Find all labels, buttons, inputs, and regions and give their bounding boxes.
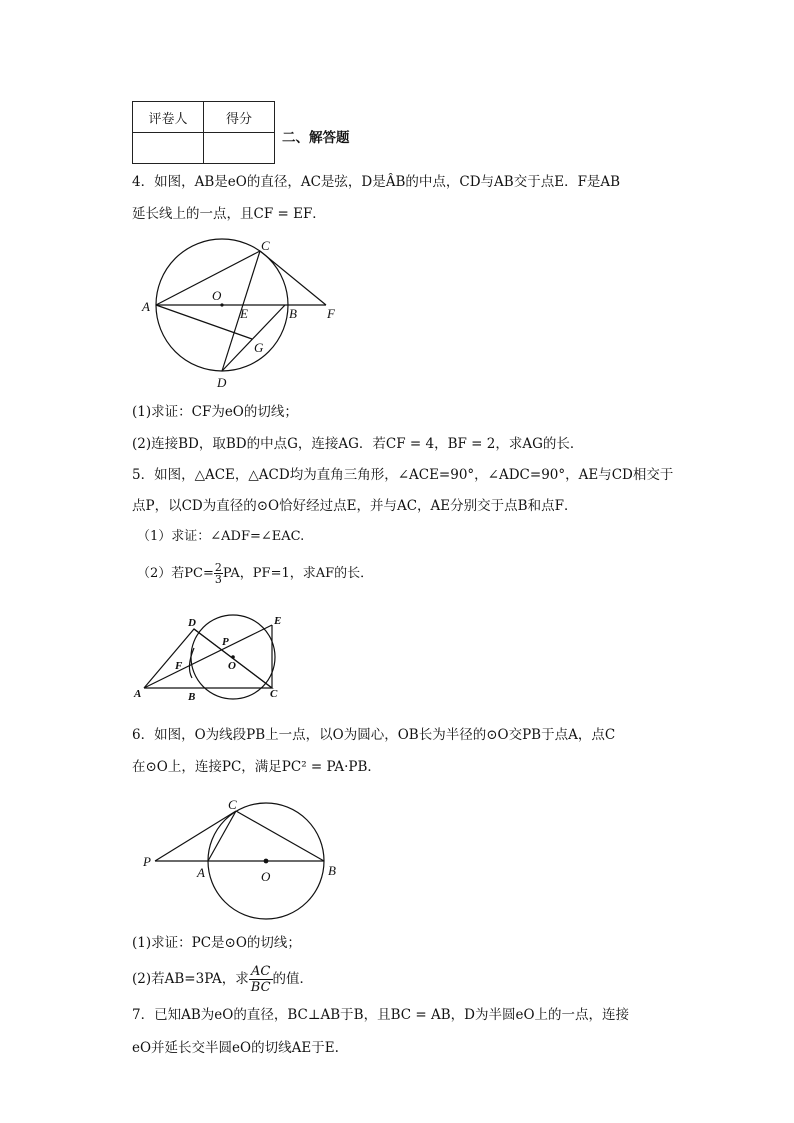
q5-line1: 5．如图，△ACE，△ACD均为直角三角形，∠ACE=90°，∠ADC=90°，AE与CD相交于 — [132, 467, 674, 483]
q6-line2: 在⊙O上，连接PC，满足PC² = PA·PB． — [132, 759, 381, 775]
q5-part2: （2）若PC= $\frac{2}{3}$ PA，PF=1，求AF的长． — [137, 561, 374, 586]
score-table — [132, 101, 275, 164]
q4-label-b: B — [289, 306, 297, 321]
q5-label-o: O — [228, 660, 236, 672]
q5-label-d: D — [188, 617, 196, 629]
q5-label-c: C — [270, 688, 278, 700]
q6-fraction: $\frac{AC}{BC}$ — [250, 964, 271, 995]
q4-label-f: F — [327, 306, 335, 321]
score-table-header-score: 得分 — [204, 102, 275, 133]
q5-part1: （1）求证：∠ADF=∠EAC. — [137, 529, 305, 544]
q6-part1: (1)求证：PC是⊙O的切线； — [132, 935, 301, 951]
q5-label-f: F — [175, 660, 183, 672]
q6-part2: (2)若AB=3PA，求 $\frac{AC}{BC}$ 的值． — [132, 964, 314, 995]
q4-label-o: O — [212, 288, 222, 303]
q4-label-g: G — [254, 340, 264, 355]
score-table-header-grader: 评卷人 — [133, 102, 204, 133]
q5-label-p: P — [222, 636, 229, 648]
q6-line1: 6．如图，O为线段PB上一点，以O为圆心，OB长为半径的⊙O交PB于点A，点C — [132, 727, 616, 743]
q5-label-e: E — [274, 615, 282, 627]
q5-fraction: $\frac{2}{3}$ — [214, 561, 222, 586]
q4-line2: 延长线上的一点，且CF = EF． — [132, 206, 326, 222]
q7-line2: eO并延长交半圆eO的切线AE于E. — [132, 1040, 339, 1056]
q5-figure — [130, 605, 300, 705]
q5-line2: 点P，以CD为直径的⊙O恰好经过点E，并与AC，AE分别交于点B和点F． — [132, 498, 578, 514]
q4-figure — [130, 235, 360, 395]
q4-label-e: E — [240, 306, 248, 321]
q4-label-c: C — [261, 238, 270, 253]
score-table-cell-grader — [133, 133, 204, 164]
q7-line1: 7．已知AB为eO的直径，BC⊥AB于B，且BC = AB，D为半圆eO上的一点，连接 — [132, 1007, 630, 1023]
q6-label-c: C — [228, 797, 237, 812]
q5-label-b: B — [188, 691, 196, 703]
q4-label-d: D — [217, 375, 227, 390]
q5-label-a: A — [134, 688, 142, 700]
score-table-cell-score — [204, 133, 275, 164]
q4-part2: (2)连接BD，取BD的中点G，连接AG．若CF = 4，BF = 2，求AG的长． — [132, 436, 584, 452]
q6-label-o: O — [261, 869, 271, 884]
q6-label-a: A — [197, 865, 205, 880]
q6-label-b: B — [328, 863, 336, 878]
q4-label-a: A — [142, 299, 150, 314]
section-title: 二、解答题 — [282, 130, 350, 146]
q6-label-p: P — [143, 854, 151, 869]
q4-part1: (1)求证：CF为eO的切线； — [132, 404, 298, 420]
q4-line1: 4．如图，AB是eO的直径，AC是弦，D是ÂB的中点，CD与AB交于点E．F是AB — [132, 174, 621, 190]
q6-figure — [135, 795, 355, 925]
